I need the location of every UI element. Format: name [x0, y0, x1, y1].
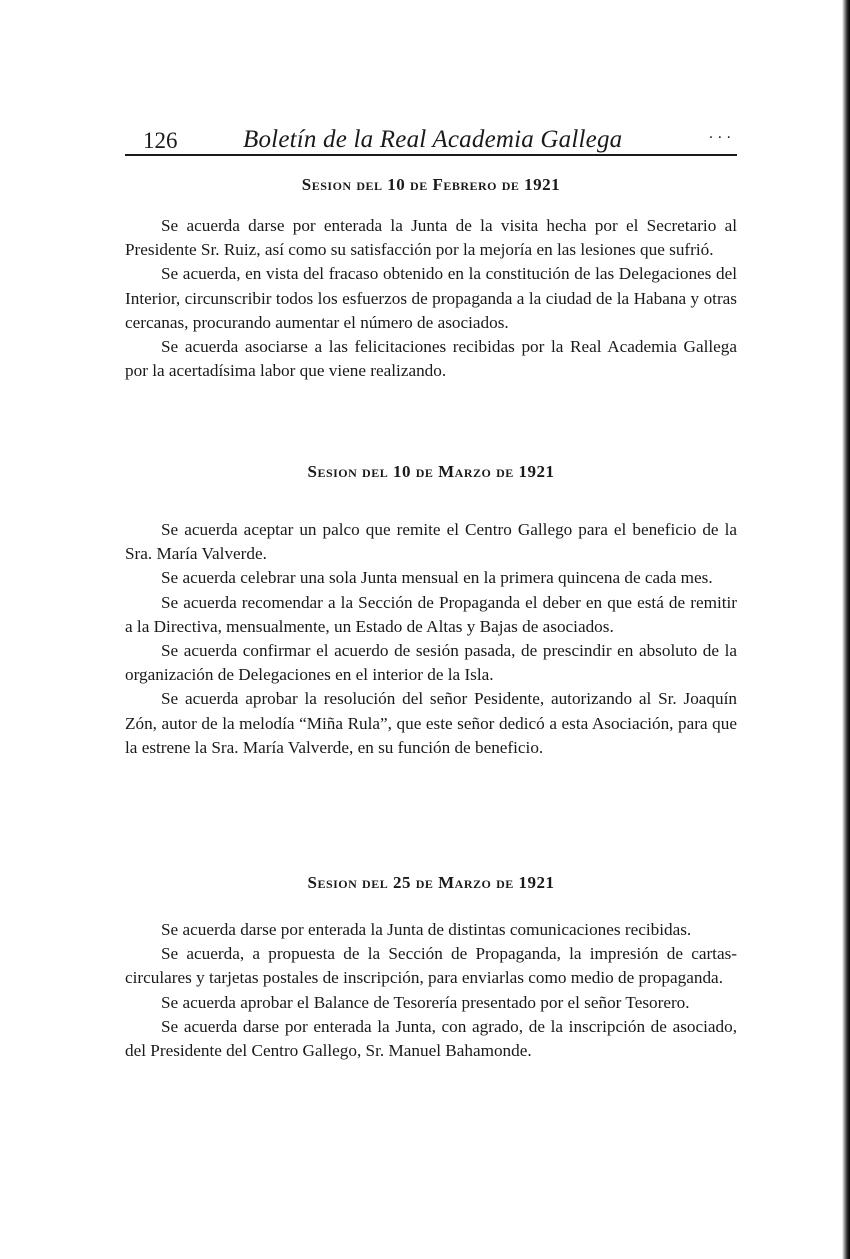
paragraph: Se acuerda aceptar un palco que remite el Centro Gallego para el beneficio de la Sra. María Valverde.	[125, 520, 737, 564]
session-march-10	[125, 462, 737, 760]
paragraph: Se acuerda darse por enterada la Junta de la visita hecha por el Secretario al Presidente Sr. Ruiz, así como su satisfacción por la mejoría en las lesiones que sufrió.	[125, 216, 737, 260]
session-title: Sesion del 10 de Febrero de 1921	[301, 175, 561, 194]
paragraph: Se acuerda recomendar a la Sección de Propaganda el deber en que está de remitir a la Directiva, mensualmente, un Estado de Altas y Bajas de asociados.	[125, 592, 737, 636]
page-header	[125, 122, 737, 156]
session-march-25	[125, 873, 737, 1063]
paragraph: Se acuerda celebrar una sola Junta mensual en la primera quincena de cada mes.	[161, 568, 713, 588]
paragraph: Se acuerda, en vista del fracaso obtenido en la constitución de las Delegaciones del Interior, circunscribir todos los esfuerzos de propaganda a la ciudad de la Habana y otras cercanas, procurando aumentar el número de asociados.	[125, 264, 737, 332]
page-number: 126	[143, 128, 178, 153]
session-february-10	[125, 175, 737, 383]
paragraph: Se acuerda darse por enterada la Junta de distintas comunicaciones recibidas.	[161, 920, 692, 939]
session-title: Sesion del 25 de Marzo de 1921	[307, 873, 555, 892]
paragraph: Se acuerda darse por enterada la Junta, con agrado, de la inscripción de asociado, del Presidente del Centro Gallego, Sr. Manuel Bahamonde.	[125, 1016, 737, 1061]
scan-edge	[842, 0, 850, 1259]
paragraph: Se acuerda aprobar el Balance de Tesorería presentado por el señor Tesorero.	[161, 992, 690, 1012]
running-title: Boletín de la Real Academia Gallega	[243, 126, 623, 153]
paragraph: Se acuerda aprobar la resolución del señor Pesidente, autorizando al Sr. Joaquín Zón, autor de la melodía “Miña Rula”, que este señor dedicó a esta Asociación, para que la estrene la Sra. María Valverde, en su función de beneficio.	[125, 689, 737, 757]
paragraph: Se acuerda asociarse a las felicitaciones recibidas por la Real Academia Gallega por la acertadísima labor que viene realizando.	[125, 337, 737, 381]
paragraph: Se acuerda, a propuesta de la Sección de Propaganda, la impresión de cartas-circulares y tarjetas postales de inscripción, para enviarlas como medio de propaganda.	[125, 944, 737, 988]
header-ornament: · · ·	[708, 130, 731, 146]
paragraph: Se acuerda confirmar el acuerdo de sesión pasada, de prescindir en absoluto de la organización de Delegaciones en el interior de la Isla.	[125, 641, 737, 685]
session-title: Sesion del 10 de Marzo de 1921	[307, 462, 555, 481]
